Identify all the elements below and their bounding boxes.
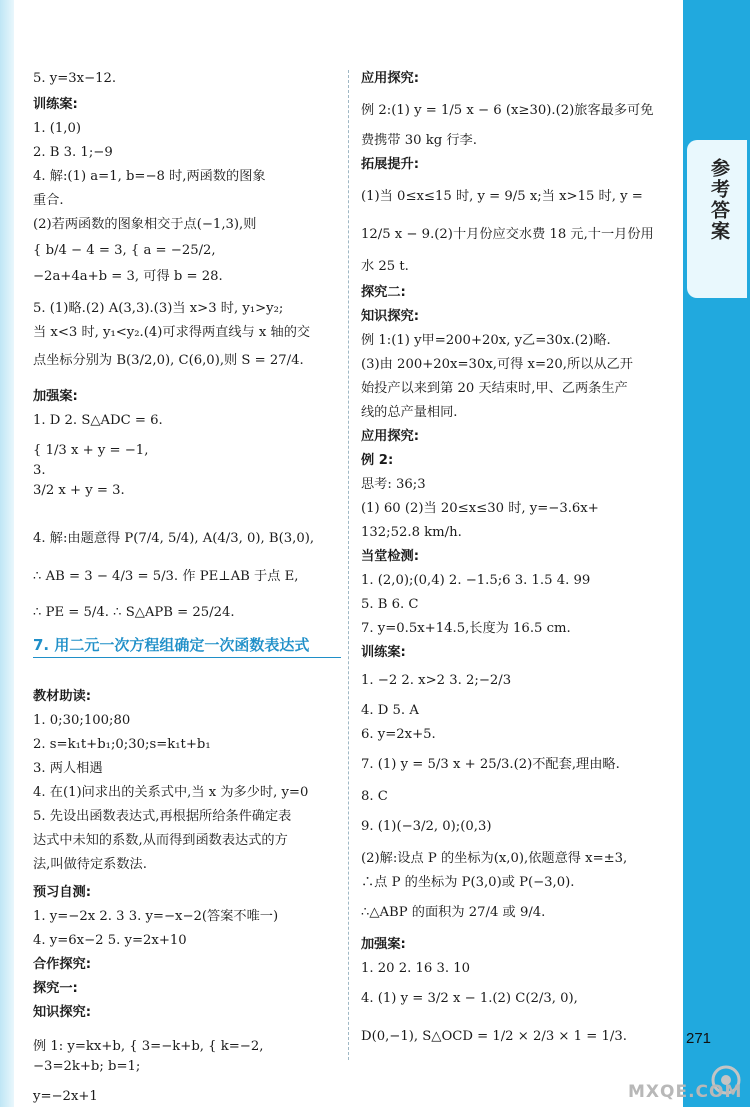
subheading: 探究二: [361, 285, 406, 300]
page-left-edge [0, 0, 14, 1107]
answer-line: 1. D 2. S△ADC = 6. [33, 413, 163, 428]
answer-line: 5. (1)略.(2) A(3,3).(3)当 x>3 时, y₁>y₂; [33, 301, 284, 316]
answer-line: 1. (2,0);(0,4) 2. −1.5;6 3. 1.5 4. 99 [361, 573, 591, 588]
subheading: 加强案: [33, 389, 78, 404]
answer-line: 1. y=−2x 2. 3 3. y=−x−2(答案不唯一) [33, 909, 279, 924]
answer-line: 9. (1)(−3/2, 0);(0,3) [361, 819, 492, 834]
answer-line: 5. B 6. C [361, 597, 419, 612]
answer-line: 思考: 36;3 [361, 477, 426, 492]
answer-line: ∴ PE = 5/4. ∴ S△APB = 25/24. [33, 605, 235, 620]
answer-line: 1. 0;30;100;80 [33, 713, 131, 728]
answer-line: (2)若两函数的图象相交于点(−1,3),则 [33, 217, 257, 232]
answer-line: 重合. [33, 193, 64, 208]
answer-line: 1. (1,0) [33, 121, 82, 136]
answer-line: 1. 20 2. 16 3. 10 [361, 961, 471, 976]
answer-line: 4. (1) y = 3/2 x − 1.(2) C(2/3, 0), [361, 991, 578, 1006]
subheading: 应用探究: [361, 71, 420, 86]
answer-line: 5. y=3x−12. [33, 71, 117, 86]
answer-line: 4. D 5. A [361, 703, 419, 718]
answer-line: 3. [33, 463, 46, 478]
answer-line: 12/5 x − 9.(2)十月份应交水费 18 元,十一月份用 [361, 227, 654, 242]
equation-system: −3=2k+b; b=1; [33, 1059, 141, 1074]
answer-line: 5. 先设出函数表达式,再根据所给条件确定表 [33, 809, 292, 824]
equation-system: { 1/3 x + y = −1, [33, 443, 149, 458]
subheading: 例 2: [361, 453, 394, 468]
answer-line: 当 x<3 时, y₁<y₂.(4)可求得两直线与 x 轴的交 [33, 325, 311, 340]
answer-line: 水 25 t. [361, 259, 409, 274]
answer-line: 4. y=6x−2 5. y=2x+10 [33, 933, 187, 948]
subheading: 探究一: [33, 981, 78, 996]
equation-system: 3/2 x + y = 3. [33, 483, 125, 498]
watermark-text: MXQE.COM [628, 1082, 743, 1102]
answer-line: 3. 两人相遇 [33, 761, 103, 776]
answer-line: 4. 解:由题意得 P(7/4, 5/4), A(4/3, 0), B(3,0), [33, 531, 315, 546]
answer-line: 8. C [361, 789, 388, 804]
answer-line: ∴△ABP 的面积为 27/4 或 9/4. [361, 905, 546, 920]
answer-line: 6. y=2x+5. [361, 727, 436, 742]
answer-line: 费携带 30 kg 行李. [361, 133, 477, 148]
answer-line: (3)由 200+20x=30x,可得 x=20,所以从乙开 [361, 357, 633, 372]
subheading: 当堂检测: [361, 549, 420, 564]
subheading: 训练案: [33, 97, 78, 112]
answer-line: 例 1:(1) y甲=200+20x, y乙=30x.(2)略. [361, 333, 611, 348]
answer-line: (1) 60 (2)当 20≤x≤30 时, y=−3.6x+ [361, 501, 599, 516]
answer-line: 4. 在(1)问求出的关系式中,当 x 为多少时, y=0 [33, 785, 309, 800]
subheading: 训练案: [361, 645, 406, 660]
answer-line: 线的总产量相同. [361, 405, 458, 420]
section-title: 7. 用二元一次方程组确定一次函数表达式 [33, 636, 310, 654]
answer-line: D(0,−1), S△OCD = 1/2 × 2/3 × 1 = 1/3. [361, 1029, 627, 1044]
side-tab-label: 参考答案 [708, 158, 730, 242]
answer-line: 2. s=k₁t+b₁;0;30;s=k₁t+b₁ [33, 737, 211, 752]
subheading: 拓展提升: [361, 157, 420, 172]
equation-system: −2a+4a+b = 3, 可得 b = 28. [33, 269, 223, 284]
answer-line: 始投产以来到第 20 天结束时,甲、乙两条生产 [361, 381, 628, 396]
subheading: 合作探究: [33, 957, 92, 972]
answer-line: (2)解:设点 P 的坐标为(x,0),依题意得 x=±3, [361, 851, 628, 866]
answer-line: 7. (1) y = 5/3 x + 25/3.(2)不配套,理由略. [361, 757, 620, 772]
answer-line: 4. 解:(1) a=1, b=−8 时,两函数的图象 [33, 169, 266, 184]
answer-line: 点坐标分别为 B(3/2,0), C(6,0),则 S = 27/4. [33, 353, 304, 368]
page-number: 271 [686, 1030, 712, 1047]
subheading: 应用探究: [361, 429, 420, 444]
answer-line: ∴点 P 的坐标为 P(3,0)或 P(−3,0). [361, 875, 575, 890]
answer-line: 例 2:(1) y = 1/5 x − 6 (x≥30).(2)旅客最多可免 [361, 103, 654, 118]
answer-line: 达式中未知的系数,从而得到函数表达式的方 [33, 833, 288, 848]
answer-line: 7. y=0.5x+14.5,长度为 16.5 cm. [361, 621, 571, 636]
subheading: 知识探究: [361, 309, 420, 324]
section-title-rule [33, 657, 341, 658]
answer-line: 132;52.8 km/h. [361, 525, 462, 540]
answer-line: 1. −2 2. x>2 3. 2;−2/3 [361, 673, 512, 688]
side-color-band [683, 0, 750, 1107]
subheading: 知识探究: [33, 1005, 92, 1020]
answer-line: 2. B 3. 1;−9 [33, 145, 113, 160]
answer-line: 法,叫做待定系数法. [33, 857, 147, 872]
answer-line: ∴ AB = 3 − 4/3 = 5/3. 作 PE⊥AB 于点 E, [33, 569, 299, 584]
subheading: 加强案: [361, 937, 406, 952]
equation-system: 例 1: y=kx+b, { 3=−k+b, { k=−2, [33, 1039, 264, 1054]
answer-line: y=−2x+1 [33, 1089, 98, 1104]
equation-system: { b/4 − 4 = 3, { a = −25/2, [33, 243, 216, 258]
subheading: 预习自测: [33, 885, 92, 900]
column-divider [348, 70, 349, 1060]
subheading: 教材助读: [33, 689, 92, 704]
answer-line: (1)当 0≤x≤15 时, y = 9/5 x;当 x>15 时, y = [361, 189, 643, 204]
